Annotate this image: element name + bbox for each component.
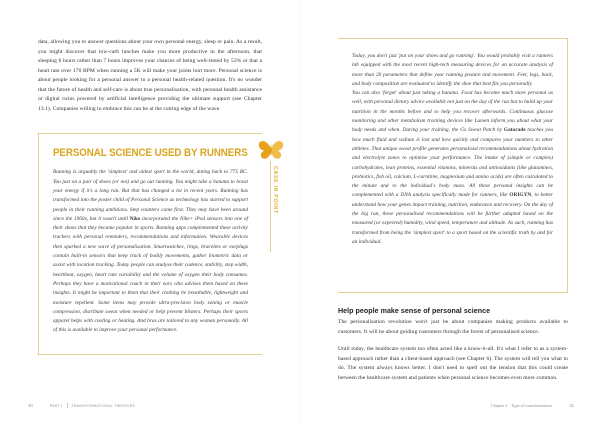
case-in-point-box-left: [38, 133, 262, 355]
left-page-number: 30: [28, 403, 33, 408]
right-body-paragraph-1: The personalisation revolution won't just be about companies making products available to customers. It will be about guiding customers through the forest of personalised science.: [338, 319, 568, 335]
case-study-paragraph-continued-2: You can also 'forget' about just taking a banana. Food has become much more personal as well, with personal dietary advice available not just on the day of the run but to build up your nutrition in the months before and to help you recover afterwards. Continuous glucose monitoring and other metabolism tracking devices like Lumen inform you about what your body needs and when. During your training, the Gx Sweat Patch by Gatorade teaches you how much fluid and sodium is lost and how quickly and compares your numbers to other athletes. That unique sweat profile generates personalised recommendations about hydration and electrolyte zones to optimise your performance. The intake of (simple or complex) carbohydrates, lean proteins, essential vitamins, minerals and antioxidants (like glutamines, probiotics, fish oil, calcium, L-carnitine, magnesium and amino acids) are often calculated to the minute and to the individual's body mass. All these personal insights can be complemented with a DNA analysis specifically made for runners, like ORIGYN, to better understand how your genes impact training, nutrition, endurance and recovery. On the day of the big run, these personalised recommendations will be further adapted based on the measured (or expected) humidity, wind speed, temperature and altitude. As such, running has transformed from being the 'simplest sport' to a sport based on the scientific truth by and for an individual.: [352, 90, 553, 245]
right-body-paragraph-2: Until today, the healthcare system too often acted like a know-it-all. It's what I refer to as a system-based approach rather than a client-based approach (see Chapter 6). The system will tell you what to do. The system always knows better. I don't need to spell out the tension that this could create between the healthcare system and patients when personal science becomes even more common.: [338, 346, 568, 381]
left-body-paragraph: data, allowing you to answer questions about your own personal energy, sleep or pain. As a result, you might discover that low-carb lunches make you more productive in the afternoon, that sleeping 8 hours rather than 7 hours improves your chances of being well-rested by 53% or that a heart rate over 170 BPM when running a 5K will make your joints hurt more. Personal science is about people looking for a personal answer to a personal health-related question. It's no wonder that the future of health and self-care is about true personalisation, with personal health assistance or digital twins powered by artificial intelligence providing the ultimate support (see Chapter 13.1). Companies willing to embrace this can be at the cutting edge of the wave.: [38, 39, 262, 112]
case-in-point-label: CASE IN POINT: [272, 166, 278, 214]
case-study-title: PERSONAL SCIENCE USED BY RUNNERS: [53, 147, 248, 160]
footer-part-title: TRANSFORMATIONAL TWENTIES: [71, 403, 135, 408]
right-page: [300, 0, 600, 425]
right-page-number: 31: [569, 403, 574, 408]
case-study-paragraph: Running is arguably the 'simplest' and oldest sport in the world, dating back to 775 BC. You just on a pair of shoes (or not) and go out running. You might take a banana to boost your energy if it's a long run. But that has changed a lot in recent years. Running has transformed into the poster child of Personal Science as technology has started to support people in their running ambitions. Step counters came first. They may have been around since the 1960s, but it wasn't until Nike incorporated the Nike+ iPod sensors into one of their shoes that they became popular in sports. Running apps complemented these activity trackers with personal reminders, recommendations and information. Wearable devices then sparked a new wave of personalisation. Smartwatches, rings, bracelets or earplugs contain built-in sensors that keep track of bodily movements, gather biometric data or assist with location tracking. Today people can analyse their cadence, stability, step width, heartbeat, oxygen, heart rate variability and the volume of oxygen their body consumes. Perhaps they have a motivational coach in their ears who advises them based on these insights. It might be important to them that their clothing be breathable, lightweight and moisture repellent. Some items may provide ultra-precision body zoning or muscle compression, distribute sweat when needed or help prevent blisters. Perhaps their sports apparel helps with cooling or heating. And bras are tailored to any woman personally. All of this is available to improve your personal performance.: [53, 169, 248, 334]
footer-divider: [67, 403, 68, 408]
footer-chapter-title: Chapter 2 · Type of transformations: [490, 403, 553, 408]
footer-part-label: PART I: [49, 403, 63, 408]
case-in-point-box-right: [338, 38, 568, 293]
case-study-paragraph-continued-1: Today, you don't just 'put on your shoes and go running'. You would probably visit a runners lab equipped with the most recent high-tech measuring devices for an accurate analysis of more than 20 parameters that define your running posture and movement. Feet, legs, back, and body composition are evaluated to identify the shoe that best fits you personally.: [352, 53, 553, 87]
right-page-footer: [300, 403, 600, 408]
left-page-footer: [0, 403, 300, 408]
tab-rule: [270, 161, 271, 252]
section-heading: Help people make sense of personal science: [338, 307, 491, 315]
